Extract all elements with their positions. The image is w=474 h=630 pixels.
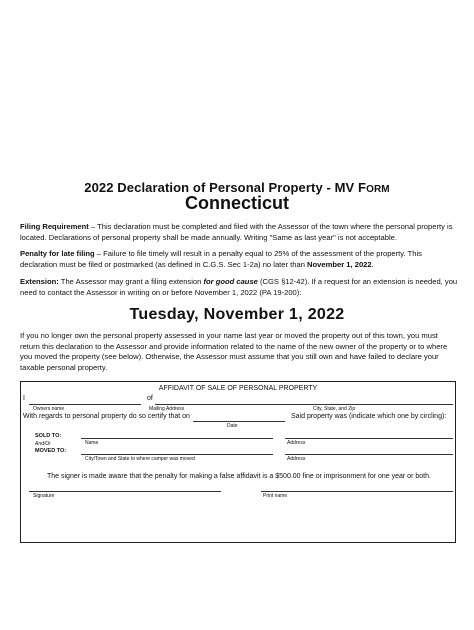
affidavit-title: AFFIDAVIT OF SALE OF PERSONAL PROPERTY: [158, 385, 318, 392]
certify-text: With regards to personal property do so certify that on: [23, 413, 190, 420]
penalty-end: .: [371, 259, 374, 269]
filing-requirement-paragraph: [20, 222, 458, 243]
sold-to-label: SOLD TO:: [35, 433, 62, 439]
and-or-label: And/Or: [35, 441, 51, 447]
form-title-smallcaps: ORM: [366, 184, 390, 195]
address-line[interactable]: [155, 404, 453, 405]
mailing-address-caption: Mailing Address: [149, 406, 185, 412]
form-title-text: 2022 Declaration of Personal Property - MV F: [84, 180, 367, 195]
filing-requirement-label: Filing Requirement: [20, 222, 89, 231]
penalty-label: Penalty for late filing: [20, 249, 95, 258]
state-title: Connecticut: [184, 193, 289, 213]
due-date-heading: Tuesday, November 1, 2022: [129, 306, 345, 323]
moved-to-label: MOVED TO:: [35, 448, 67, 454]
filing-requirement-text: – This declaration must be completed and filed with the Assessor of the town where the personal property is located. Declarations of personal property shall be made annually. Writing "Same as last year" is not acceptable.: [20, 222, 453, 242]
extension-text-2: (CGS §12-42). If a request for an extension is needed, you need to contact the Assessor in writing on or before November 1, 2022 (PA 19-200):: [20, 277, 458, 297]
said-property-text: Said property was (indicate which one by circling):: [291, 413, 447, 420]
penalty-paragraph: [20, 249, 458, 270]
i-label: I: [23, 395, 25, 402]
extension-label: Extension:: [20, 277, 59, 286]
owners-name-caption: Owners name: [33, 406, 65, 412]
extension-good-cause: for good cause: [203, 277, 258, 286]
penalty-text: – Failure to file timely will result in a penalty equal to 25% of the assessment of the property. This declaration must be filed or postmarked (as defined in C.G.S. Sec 1-2a) no later than: [20, 249, 422, 269]
moved-to-city-line[interactable]: [81, 454, 273, 455]
extension-paragraph: [20, 277, 458, 298]
address-caption: Address: [287, 440, 306, 446]
sold-to-name-line[interactable]: [81, 438, 273, 439]
moved-to-address-line[interactable]: [285, 454, 453, 455]
date-line[interactable]: [193, 421, 285, 422]
city-state-camper-caption: City/Town and State to where camper was moved: [85, 456, 195, 462]
owners-name-line[interactable]: [29, 404, 141, 405]
signature-line[interactable]: [29, 491, 221, 492]
print-name-line[interactable]: [261, 491, 453, 492]
extension-text-1: The Assessor may grant a filing extension: [58, 277, 204, 286]
name-caption: Name: [85, 440, 99, 446]
city-state-zip-caption: City, State, and Zip: [313, 406, 356, 412]
affidavit-box: [20, 381, 456, 543]
ownership-notice-paragraph: If you no longer own the personal property assessed in your name last year or moved the property out of this town, you must return this declaration to the Assessor and provide information related to the name of the new owner of the property or to where you moved the property (see below). Otherwise, the Assessor must assume that you still own and have failed to declare your taxable personal property.: [20, 331, 448, 372]
of-label: of: [147, 395, 153, 402]
date-caption: Date: [227, 423, 238, 429]
sold-to-address-line[interactable]: [285, 438, 453, 439]
print-name-caption: Print name: [263, 493, 288, 499]
address-caption-2: Address: [287, 456, 306, 462]
signer-notice: The signer is made aware that the penalty for making a false affidavit is a $500.00 fine or imprisonment for one year or both.: [47, 473, 431, 480]
penalty-deadline: November 1, 2022: [307, 259, 372, 269]
signature-caption: Signature: [33, 493, 55, 499]
